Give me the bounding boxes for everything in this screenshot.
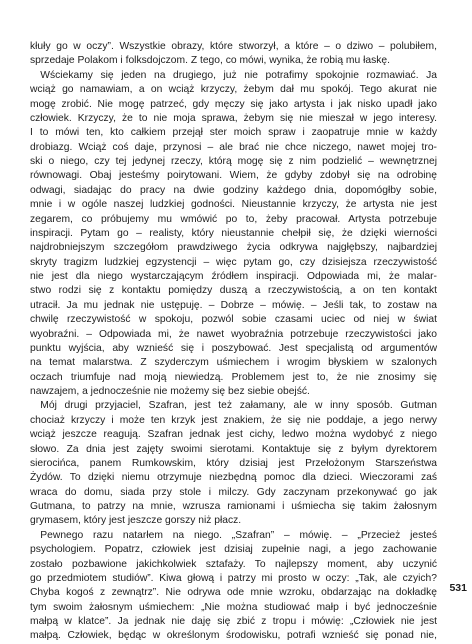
text-line: nie jest dla niego wystarczającym źródłem inspiracji. Odpowiada mi, że malar-	[30, 271, 437, 282]
text-line: odwagi, siadając do pracy na dwie godziny każdego dnia, dopomógłby sobie,	[30, 184, 437, 196]
text-line: wraca do domu, siada przy stole i milczy. Gdy zaczynam przekonywać go jak	[30, 486, 437, 498]
text-line: wciąż jeszcze reagują. Szafran jednak jest cichy, ledwo można wydobyć z niego	[30, 429, 437, 441]
text-line: małpą w klatce”. Ja jednak nie daję się zbić z tropu i mówię: „Człowiek nie jest	[30, 616, 437, 627]
text-line: drobiazg. Wciąż coś daje, przynosi – ale brać nie chce niczego, nawet mojej tro-	[30, 141, 437, 153]
text-line: kłuły go w oczy”. Wszystkie obrazy, które stworzył, a które – o dziwo – polubiłem,	[30, 41, 437, 52]
text-line: mogę zrobić. Nie mogę patrzeć, gdy męczy się jako artysta i jak nisko upadł jako	[30, 98, 437, 110]
text-line: psychologiem. Popatrz, człowiek jest dzisiaj zupełnie nagi, a jego zachowanie	[30, 544, 437, 556]
text-line: stwo rodzi się z kontaktu pomiędzy duszą a rzeczywistością, a on ten kontakt	[30, 285, 437, 297]
text-line: I to mówi ten, kto całkiem przejął ster moich spraw i zaopatruje mnie w każdy	[30, 127, 437, 139]
text-line: chociaż krzyczy i może ten krzyk jest znakiem, że się nie poddaje, a jego nerwy	[30, 414, 437, 426]
text-line: mnie i w ogóle naszej ludzkiej godności. Nieustannie krzyczy, że artysta nie jest	[30, 199, 437, 211]
text-line: Pewnego razu natarłem na niego. „Szafran” – mówię. – „Przecież jesteś	[30, 529, 437, 541]
text-line: wyobraźni. – Odpowiada mi, że nawet wyobraźnia potrzebuje rzeczywistości jako	[30, 328, 437, 340]
page-number: 531	[449, 582, 467, 594]
text-line: równowagi. Obaj jesteśmy poirytowani. Wiem, że gdyby zdobył się na odrobinę	[30, 170, 437, 182]
text-line: małpą. Człowiek, będąc w określonym środowisku, potrafi wznieść się ponad nie,	[30, 630, 437, 642]
text-line: zostało pozbawione jakichkolwiek sztafaży. To najlepszy moment, aby uczynić	[30, 558, 437, 570]
text-line: na temat malarstwa. Z szyderczym uśmiechem i wrogim błyskiem w szalonych	[30, 357, 437, 369]
text-line: chwilę rzeczywistość w spokoju, pozwól sobie czasami uciec od niej w świat	[30, 314, 437, 326]
text-line: go przedmiotem studiów”. Kiwa głową i patrzy mi prosto w oczy: „Tak, ale czyich?	[30, 572, 437, 584]
text-line: Żydów. To dzięki niemu otrzymuje niezbędną pomoc dla dzieci. Wieczorami zaś	[30, 472, 437, 484]
text-line: ski o niego, czy tej jedynej rzeczy, którą mogę się z nim podzielić – wewnętrznej	[30, 156, 437, 167]
text-line: skryty tragizm ludzkiej egzystencji – więc pytam go, czy dzisiejsza rzeczywistość	[30, 256, 437, 268]
text-line: utracił. Ja mu jednak nie ustępuję. – Dobrze – mówię. – Jeśli tak, to zostaw na	[30, 299, 437, 311]
text-line: zegarem, co próbujemy mu wmówić po to, żeby pracował. Artysta potrzebuje	[30, 213, 437, 225]
text-line: człowiek. Krzyczy, że to nie moja sprawa, żebym się nie mieszał w jego interesy.	[30, 112, 437, 124]
text-line: tym swoim żałosnym uśmiechem: „Nie można studiować małp i być jednocześnie	[30, 601, 437, 613]
text-line: Mój drugi przyjaciel, Szafran, jest też załamany, ale w inny sposób. Gutman	[30, 400, 437, 412]
text-line: Chyba kogoś z zewnątrz”. Nie odrywa ode mnie wzroku, obdarzając na dokładkę	[30, 587, 437, 599]
text-line: Wściekamy się jeden na drugiego, już nie potrafimy spokojnie rozmawiać. Ja	[30, 69, 437, 81]
text-line: inspiracji. Pytam go – realisty, który nieustannie chełpił się, że dzięki wierności	[30, 227, 437, 239]
text-line: najdrobniejszym szczegółom prawdziwego życia odkrywa najgłębszy, najbardziej	[30, 242, 437, 254]
text-line: oczach triumfuje nad moją niewiedzą. Problemem jest to, że nie znosimy się	[30, 371, 437, 383]
text-line: Gutmana, to patrzy na mnie, wzrusza ramionami i uśmiecha się takim żałosnym	[30, 501, 437, 512]
text-line: wciąż go namawiam, a on wciąż krzyczy, żebym dał mu spokój. Tego akurat nie	[30, 84, 437, 96]
text-line: grymasem, który jest jeszcze gorszy niż płacz.	[30, 515, 242, 527]
text-line: sprzedaje Polakom i folksdojczom. Z tego, co mówi, wynika, że robią mu łaskę.	[30, 55, 390, 67]
text-line: nawzajem, a jednocześnie nie możemy się bez siebie obejść.	[30, 386, 310, 397]
body-text	[30, 40, 437, 644]
text-line: punktu wyjścia, aby wznieść się i poszybować. Jest specjalistą od argumentów	[30, 342, 437, 354]
text-line: słowo. Za dnia jest zajęty swoimi sierotami. Kontaktuje się z byłym dyrektorem	[30, 443, 437, 455]
text-line: sierocińca, panem Rumkowskim, który dzisiaj jest Przełożonym Starszeństwa	[30, 457, 437, 469]
